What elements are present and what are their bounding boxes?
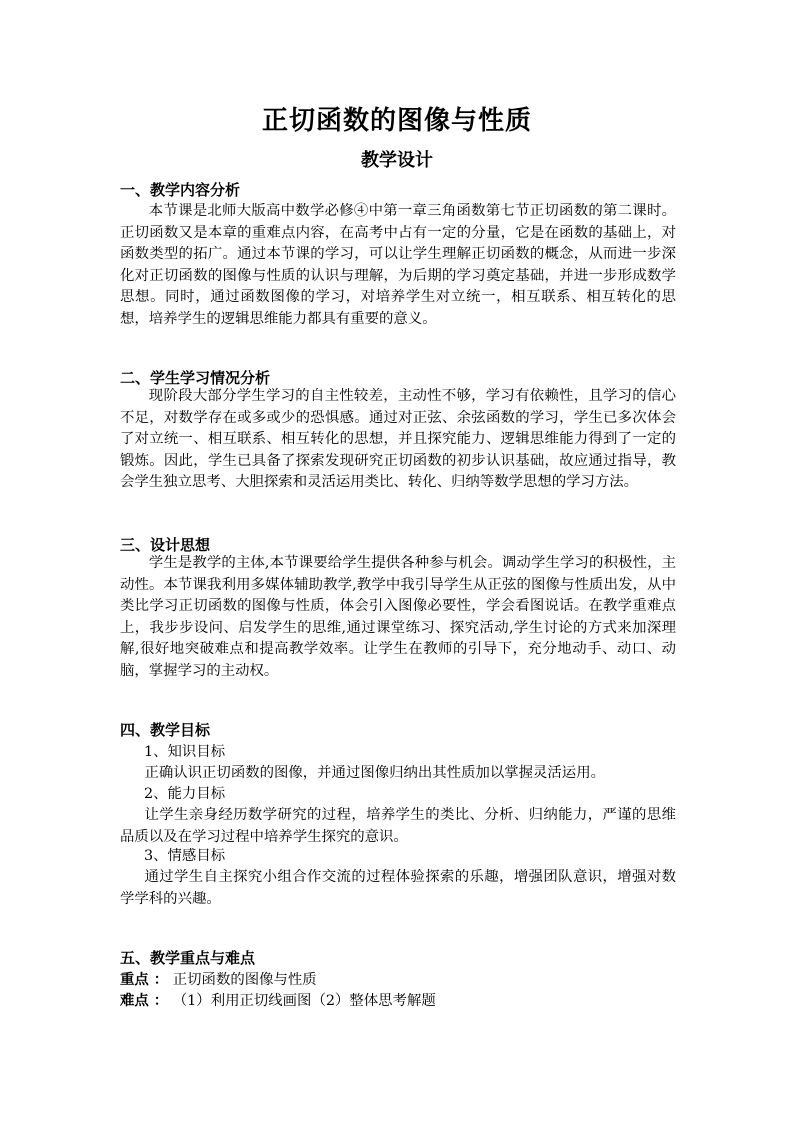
section-body-content-analysis: 本节课是北师大版高中数学必修④中第一章三角函数第七节正切函数的第二课时。正切函数又是本章的重难点内容，在高考中占有一定的分量，它是在函数的基础上，对函数类型的拓广。通过本节课的学习，可以让学生理解正切函数的概念，从而进一步深化对正切函数的图像与性质的认识与理解，为后期的学习奠定基础，并进一步形成数学思想。同时，通过函数图像的学习，对培养学生对立统一，相互联系、相互转化的思想，培养学生的逻辑思维能力都具有重要的意义。 (120, 203, 676, 327)
objective-text-emotion: 通过学生自主探究小组合作交流的过程体验探索的乐趣，增强团队意识，增强对数学学科的兴趣。 (120, 869, 676, 907)
objective-label-emotion: 3、情感目标 (144, 848, 226, 864)
section-heading-student-analysis: 二、学生学习情况分析 (120, 369, 271, 387)
objective-text-knowledge: 正确认识正切函数的图像，并通过图像归纳出其性质加以掌握灵活运用。 (144, 765, 605, 781)
document-title: 正切函数的图像与性质 (261, 106, 532, 136)
difficulty-row (120, 990, 436, 1012)
section-body-design-idea: 学生是教学的主体,本节课要给学生提供各种参与机会。调动学生学习的积极性，主动性。本节课我利用多媒体辅助教学,教学中我引导学生从正弦的图像与性质出发，从中类比学习正切函数的图像与性质，体会引入图像必要性，学会看图说话。在教学重难点上，我步步设问、启发学生的思维,通过课堂练习、探究活动,学生讨论的方式来加深理解,很好地突破难点和提高教学效率。让学生在教师的引导下，充分地动手、动口、动脑，掌握学习的主动权。 (120, 555, 676, 679)
key-point-label: 重点 ： (120, 971, 169, 988)
section-heading-content-analysis: 一、教学内容分析 (120, 181, 241, 199)
key-point-row (120, 969, 317, 991)
difficulty-label: 难点 ： (120, 992, 169, 1009)
difficulty-text: （1）利用正切线画图（2）整体思考解题 (172, 993, 436, 1009)
document-subtitle: 教学设计 (361, 150, 433, 171)
key-point-text: 正切函数的图像与性质 (172, 972, 317, 988)
objective-label-ability: 2、能力目标 (144, 786, 226, 802)
section-heading-objectives: 四、教学目标 (120, 721, 211, 739)
objective-label-knowledge: 1、知识目标 (144, 744, 226, 760)
section-heading-key-difficulty: 五、教学重点与难点 (120, 949, 256, 967)
section-body-student-analysis: 现阶段大部分学生学习的自主性较差，主动性不够，学习有依赖性，且学习的信心不足，对数学存在或多或少的恐惧感。通过对正弦、余弦函数的学习，学生已多次体会了对立统一、相互联系、相互转化的思想，并且探究能力、逻辑思维能力得到了一定的锻炼。因此，学生已具备了探索发现研究正切函数的初步认识基础，故应通过指导，教会学生独立思考、大胆探索和灵活运用类比、转化、归纳等数学思想的学习方法。 (120, 388, 676, 491)
section-heading-design-idea: 三、设计思想 (120, 536, 211, 554)
objective-text-ability: 让学生亲身经历数学研究的过程，培养学生的类比、分析、归纳能力，严谨的思维品质以及在学习过程中培养学生探究的意识。 (120, 807, 676, 845)
